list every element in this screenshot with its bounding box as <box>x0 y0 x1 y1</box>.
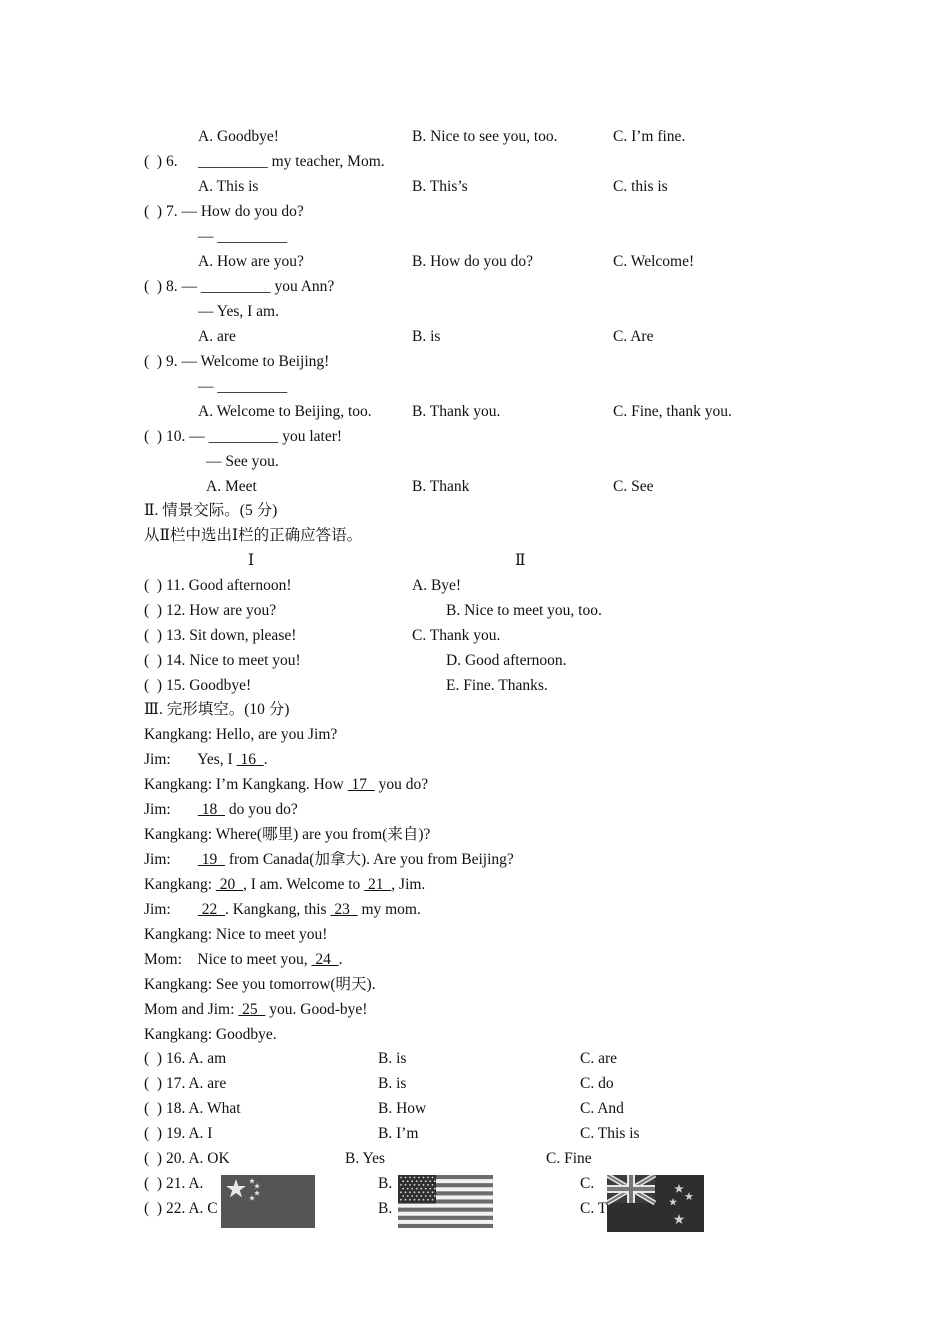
answer-option: C. do <box>580 1075 614 1092</box>
usa-flag-star <box>432 1184 434 1186</box>
usa-flag-stripe <box>398 1224 493 1228</box>
usa-flag-star <box>400 1199 402 1201</box>
part2-left-item: ( ) 11. Good afternoon! <box>144 577 292 594</box>
usa-flag-star <box>411 1188 413 1190</box>
q9-option-b: B. Thank you. <box>412 403 501 420</box>
q10-label: ( ) 10. — _________ you later! <box>144 428 343 445</box>
usa-flag-star <box>409 1191 411 1193</box>
answer-option: B. I’m <box>378 1125 419 1142</box>
part2-left-item: ( ) 12. How are you? <box>144 602 277 619</box>
usa-flag-star <box>429 1180 431 1182</box>
q8-option-a: A. are <box>198 328 236 345</box>
q10-option-c: C. See <box>613 478 654 495</box>
answer-option: B. <box>378 1200 393 1217</box>
answer-q17: ( ) 17. A. are <box>144 1075 227 1092</box>
answer-q20: ( ) 20. A. OK <box>144 1150 230 1167</box>
q6-option-a: A. This is <box>198 178 259 195</box>
dialogue-text: . <box>338 951 343 968</box>
q7-option-c: C. Welcome! <box>613 253 695 270</box>
q10-reply: — See you. <box>206 453 279 470</box>
q6-stem: _________ my teacher, Mom. <box>198 153 385 170</box>
dialogue-line: Kangkang: Goodbye. <box>144 1026 277 1043</box>
dialogue-line <box>144 876 425 894</box>
part2-right-item: B. Nice to meet you, too. <box>446 602 602 619</box>
blank-16: 16 <box>236 751 264 768</box>
dialogue-text: Jim: <box>144 901 198 918</box>
part2-left-item: ( ) 13. Sit down, please! <box>144 627 297 644</box>
new-zealand-flag <box>607 1175 704 1232</box>
blank-21: 21 <box>364 876 392 893</box>
blank-23: 23 <box>330 901 358 918</box>
usa-flag <box>398 1175 493 1228</box>
part2-left-item: ( ) 15. Goodbye! <box>144 677 252 694</box>
usa-flag-star <box>407 1188 409 1190</box>
q7-option-a: A. How are you? <box>198 253 304 270</box>
usa-flag-star <box>414 1177 416 1179</box>
blank-18: 18 <box>197 801 225 818</box>
usa-flag-star <box>414 1199 416 1201</box>
usa-flag-star <box>418 1177 420 1179</box>
dialogue-text: you do? <box>374 776 429 793</box>
dialogue-text: Kangkang: <box>144 876 216 893</box>
usa-flag-star <box>409 1199 411 1201</box>
answer-q19: ( ) 19. A. I <box>144 1125 213 1142</box>
usa-flag-star <box>405 1177 407 1179</box>
usa-flag-star <box>432 1199 434 1201</box>
q5-option-b: B. Nice to see you, too. <box>412 128 558 145</box>
part2-left-item: ( ) 14. Nice to meet you! <box>144 652 301 669</box>
usa-flag-star <box>429 1188 431 1190</box>
part2-right-item: C. Thank you. <box>412 627 501 644</box>
usa-flag-star <box>400 1184 402 1186</box>
usa-flag-star <box>434 1180 436 1182</box>
q9-reply: — _________ <box>198 378 288 395</box>
q9-option-c: C. Fine, thank you. <box>613 403 732 420</box>
usa-flag-star <box>416 1180 418 1182</box>
blank-19: 19 <box>197 851 225 868</box>
usa-flag-star <box>425 1188 427 1190</box>
china-flag <box>221 1175 315 1228</box>
dialogue-text: Mom: Nice to meet you, <box>144 951 312 968</box>
dialogue-line: Kangkang: See you tomorrow(明天). <box>144 976 376 993</box>
q5-option-c: C. I’m fine. <box>613 128 686 145</box>
usa-flag-stripe <box>398 1208 493 1212</box>
dialogue-text: . <box>263 751 268 768</box>
dialogue-text: my mom. <box>357 901 421 918</box>
usa-flag-star <box>418 1199 420 1201</box>
blank-22: 22 <box>197 901 225 918</box>
q6-label: ( ) 6. <box>144 153 178 170</box>
usa-flag-star <box>405 1199 407 1201</box>
part2-right-item: A. Bye! <box>412 577 462 594</box>
dialogue-text: Jim: <box>144 851 198 868</box>
answer-option: C. <box>580 1175 595 1192</box>
part3-heading: Ⅲ. 完形填空。(10 分) <box>144 701 290 718</box>
usa-flag-star <box>416 1195 418 1197</box>
usa-flag-star <box>407 1195 409 1197</box>
part2-right-item: E. Fine. Thanks. <box>446 677 548 694</box>
usa-flag-star <box>402 1188 404 1190</box>
answer-q21: ( ) 21. A. <box>144 1175 204 1192</box>
usa-flag-star <box>434 1188 436 1190</box>
usa-flag-star <box>423 1177 425 1179</box>
answer-option: C. T <box>580 1200 608 1217</box>
blank-20: 20 <box>215 876 244 893</box>
china-flag-stars-icon <box>221 1175 315 1228</box>
dialogue-line <box>144 801 298 819</box>
usa-flag-star <box>402 1195 404 1197</box>
q7-reply: — _________ <box>198 228 288 245</box>
usa-flag-star <box>420 1180 422 1182</box>
q8-option-c: C. Are <box>613 328 654 345</box>
dialogue-text: do you do? <box>224 801 298 818</box>
usa-flag-star <box>427 1199 429 1201</box>
usa-flag-star <box>429 1195 431 1197</box>
dialogue-text: from Canada(加拿大). Are you from Beijing? <box>224 851 514 868</box>
usa-flag-star <box>425 1180 427 1182</box>
dialogue-line <box>144 901 421 919</box>
dialogue-line <box>144 751 268 769</box>
dialogue-text: Mom and Jim: <box>144 1001 239 1018</box>
usa-flag-star <box>432 1191 434 1193</box>
answer-q22: ( ) 22. A. C <box>144 1200 218 1217</box>
answer-option: B. is <box>378 1050 407 1067</box>
usa-flag-star <box>418 1184 420 1186</box>
usa-flag-star <box>423 1184 425 1186</box>
dialogue-text: , I am. Welcome to <box>243 876 365 893</box>
dialogue-text: . Kangkang, this <box>224 901 331 918</box>
dialogue-text: you. Good-bye! <box>265 1001 368 1018</box>
q9-label: ( ) 9. — Welcome to Beijing! <box>144 353 330 370</box>
usa-flag-star <box>409 1177 411 1179</box>
dialogue-line <box>144 1001 367 1019</box>
part2-right-item: D. Good afternoon. <box>446 652 567 669</box>
dialogue-text: , Jim. <box>391 876 426 893</box>
answer-q18: ( ) 18. A. What <box>144 1100 241 1117</box>
usa-flag-star <box>434 1195 436 1197</box>
q10-option-a: A. Meet <box>206 478 257 495</box>
q10-option-b: B. Thank <box>412 478 470 495</box>
answer-option: C. This is <box>580 1125 640 1142</box>
dialogue-text: Kangkang: I’m Kangkang. How <box>144 776 348 793</box>
usa-flag-star <box>402 1180 404 1182</box>
blank-24: 24 <box>311 951 339 968</box>
usa-flag-star <box>400 1191 402 1193</box>
usa-flag-star <box>423 1199 425 1201</box>
usa-flag-star <box>405 1184 407 1186</box>
usa-flag-star <box>414 1191 416 1193</box>
q8-label: ( ) 8. — _________ you Ann? <box>144 278 335 295</box>
usa-flag-star <box>420 1188 422 1190</box>
answer-option: C. Fine <box>546 1150 592 1167</box>
q6-option-b: B. This’s <box>412 178 468 195</box>
usa-flag-star <box>418 1191 420 1193</box>
usa-flag-star <box>411 1195 413 1197</box>
q5-option-a: A. Goodbye! <box>198 128 279 145</box>
answer-option: C. And <box>580 1100 624 1117</box>
usa-flag-star <box>407 1180 409 1182</box>
part2-col1-header: Ⅰ <box>248 552 255 569</box>
usa-flag-star <box>423 1191 425 1193</box>
usa-flag-star <box>420 1195 422 1197</box>
dialogue-text: Jim: Yes, I <box>144 751 237 768</box>
dialogue-line: Kangkang: Nice to meet you! <box>144 926 328 943</box>
answer-option: B. <box>378 1175 393 1192</box>
part2-instruction: 从Ⅱ栏中选出Ⅰ栏的正确应答语。 <box>144 527 363 544</box>
usa-flag-stripe <box>398 1216 493 1220</box>
q7-label: ( ) 7. — How do you do? <box>144 203 304 220</box>
q7-option-b: B. How do you do? <box>412 253 533 270</box>
dialogue-line: Kangkang: Hello, are you Jim? <box>144 726 338 743</box>
answer-q16: ( ) 16. A. am <box>144 1050 227 1067</box>
part2-heading: Ⅱ. 情景交际。(5 分) <box>144 502 278 519</box>
new-zealand-flag-icon <box>607 1175 704 1232</box>
usa-flag-star <box>414 1184 416 1186</box>
answer-option: C. are <box>580 1050 618 1067</box>
usa-flag-star <box>400 1177 402 1179</box>
usa-flag-star <box>427 1177 429 1179</box>
usa-flag-star <box>427 1184 429 1186</box>
part2-col2-header: Ⅱ <box>515 552 526 569</box>
usa-flag-star <box>405 1191 407 1193</box>
blank-17: 17 <box>347 776 375 793</box>
dialogue-line <box>144 951 342 969</box>
usa-flag-star <box>409 1184 411 1186</box>
dialogue-line: Kangkang: Where(哪里) are you from(来自)? <box>144 826 431 843</box>
usa-flag-star <box>432 1177 434 1179</box>
q8-option-b: B. is <box>412 328 441 345</box>
answer-option: B. How <box>378 1100 427 1117</box>
usa-flag-star <box>427 1191 429 1193</box>
dialogue-text: Jim: <box>144 801 198 818</box>
answer-option: B. is <box>378 1075 407 1092</box>
usa-flag-star <box>411 1180 413 1182</box>
q6-option-c: C. this is <box>613 178 668 195</box>
q9-option-a: A. Welcome to Beijing, too. <box>198 403 372 420</box>
usa-flag-stripes-icon <box>398 1175 493 1228</box>
dialogue-line <box>144 851 514 869</box>
usa-flag-star <box>425 1195 427 1197</box>
usa-flag-star <box>416 1188 418 1190</box>
blank-25: 25 <box>238 1001 266 1018</box>
dialogue-line <box>144 776 428 794</box>
q8-reply: — Yes, I am. <box>198 303 279 320</box>
answer-option: B. Yes <box>345 1150 386 1167</box>
